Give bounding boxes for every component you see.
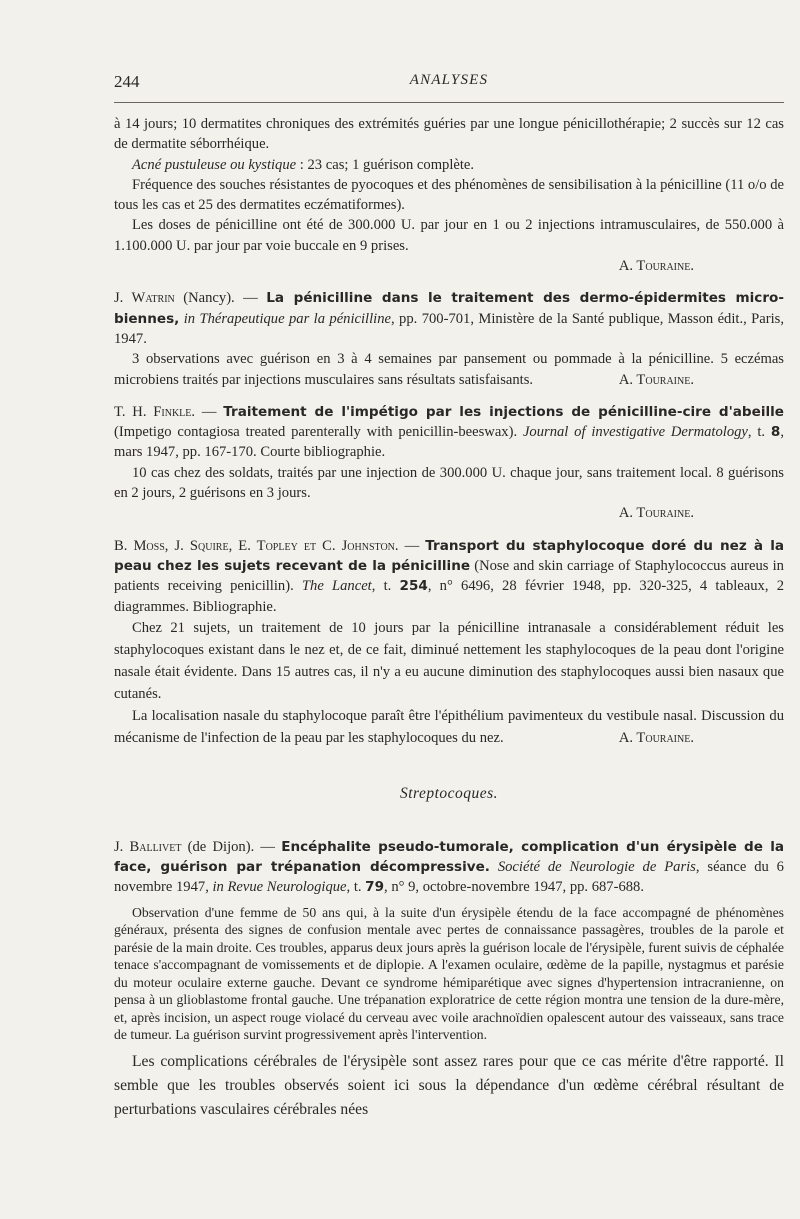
journal-title: The Lancet <box>301 578 372 595</box>
society-name: Société de Neurologie de Paris <box>489 859 696 876</box>
reference-watrin <box>114 288 784 389</box>
source-title: Thérapeutique par la pénicilline <box>199 310 391 327</box>
running-title: ANALYSES <box>409 72 489 88</box>
signature: A. Touraine. <box>618 258 694 275</box>
abstract-text: Observation d'une femme de 50 ans qui, à la suite d'un érysipèle étendu de la face accompagné de phénomènes généraux, présenta des signes de confusion mentale avec pertes de connaissance passagères, troubles de la parole et parésie de la main droite. Ces troubles, apparus deux jours après la guérison locale de l'érysipèle, furent suivis de céphalée tenace s'accompagnant de vomissements et de diplopie. A l'examen oculaire, œdème de la papille, nystagmus et parésie du moteur oculaire externe gauche. Devant ce syndrome hémiparétique avec signes d'hypertension intracranienne, on pensa à un glioblastome frontal gauche. Une trépanation exploratrice de cette région montra une tension de la dure-mère, et, après incision, un aspect rouge violacé du cerveau avec voile arachnoïdien opalescent autour des vaisseaux, sans trace de tumeur. La guérison survint progressivement après l'intervention. <box>114 904 784 1043</box>
reference-citation: T. H. Finkle. — Traitement de l'impétigo par les injections de pénicilline-cire d'abeille (Impetigo contagiosa treated parenterally with penicillin-beeswax). Journal of investigative Dermatology, t. 8, mars 1947, pp. 167-170. Courte bibliographie. <box>114 403 784 461</box>
journal-title: Revue Neurologique <box>227 879 347 896</box>
reference-moss <box>114 536 784 749</box>
continued-abstract <box>114 114 784 276</box>
article-title: Transport du staphylocoque doré du nez à la peau chez les sujets recevant de la pénicilline <box>114 537 784 574</box>
journal-title: Journal of investigative Dermatology <box>522 424 748 441</box>
reference-citation: B. Moss, J. Squire, E. Topley et C. Johnston. — Transport du staphylocoque doré du nez à la peau chez les sujets recevant de la pénicilline (Nose and skin carriage of Staphylococcus aureus in patients receiving penicillin). The Lancet, t. 254, n° 6496, 28 février 1948, pp. 320-325, 4 tableaux, 2 diagrammes. Bibliographie. <box>114 537 784 615</box>
reference-finkle <box>114 402 784 524</box>
abstract-text: Fréquence des souches résistantes de pyocoques et des phénomènes de sensibilisation à la pénicilline (11 o/o de tous les cas et 25 des dermatites eczématiformes). <box>114 176 784 214</box>
acne-text: : 23 cas; 1 guérison complète. <box>296 156 475 173</box>
acne-label: Acné pustuleuse ou kystique <box>132 156 297 173</box>
abstract-text: Chez 21 sujets, un traitement de 10 jours par la pénicilline intranasale a considérablement réduit les staphylocoques existant dans le nez et, de ce fait, diminué nettement les staphylocoques de la peau dont l'origine nasale était évidente. Dans 15 autres cas, il n'y a eu aucune diminution des staphylocoques aussi bien nasaux que cutanés. <box>114 619 784 702</box>
page-number: 244 <box>114 72 140 91</box>
abstract-text: à 14 jours; 10 dermatites chroniques des extrémités guéries par une longue pénicillothérapie; 2 succès sur 12 cas de dermatite séborrhéique. <box>114 116 784 153</box>
signature: A. Touraine. <box>618 505 694 522</box>
reference-citation: J. Watrin (Nancy). — La pénicilline dans le traitement des dermo-épidermites microbiennes, in Thérapeutique par la pénicilline, pp. 700-701, Ministère de la Santé publique, Masson édit., Paris, 1947. <box>114 290 784 347</box>
author: J. Ballivet <box>114 838 182 855</box>
signature: A. Touraine. <box>618 371 694 388</box>
page-body <box>114 114 784 1122</box>
abstract-text: 3 observations avec guérison en 3 à 4 semaines par pansement ou pommade à la pénicilline. 5 eczémas microbiens traités par injections musculaires sans résultats satisfaisants. A. Touraine. <box>114 349 784 390</box>
authors: B. Moss, J. Squire, E. Topley et C. Johnston <box>114 537 395 554</box>
abstract-text: Les doses de pénicilline ont été de 300.000 U. par jour en 1 ou 2 injections intramusculaires, de 550.000 à 1.100.000 U. par jour par voie buccale en 9 prises. <box>114 217 784 254</box>
acne-line <box>114 155 784 175</box>
author: J. Watrin <box>114 290 175 307</box>
abstract-text: La localisation nasale du staphylocoque paraît être l'épithélium pavimenteux du vestibule nasal. Discussion du mécanisme de l'infection de la peau par les staphylocoques du nez. A. Touraine. <box>114 705 784 749</box>
article-title: Encéphalite pseudo-tumorale, complication d'un érysipèle de la face, guérison par trépanation décompressive. <box>114 838 785 876</box>
signature: A. Touraine. <box>618 729 694 746</box>
comment-text: Les complications cérébrales de l'érysipèle sont assez rares pour que ce cas mérite d'être rapporté. Il semble que les troubles observés soient ici sous la dépendance d'un œdème cérébral résultant de perturbations vasculaires cérébrales nées <box>114 1052 784 1118</box>
author: T. H. Finkle <box>114 403 192 420</box>
volume: 8 <box>770 424 781 441</box>
header-rule <box>114 102 784 103</box>
article-title: Traitement de l'impétigo par les injections de pénicilline-cire d'abeille <box>223 403 784 420</box>
section-heading: Streptocoques. <box>399 784 499 802</box>
abstract-text: 10 cas chez des soldats, traités par une injection de 300.000 U. chaque jour, sans traitement local. 8 guérisons en 2 jours, 2 guérisons en 3 jours. <box>114 464 784 502</box>
article-title: La pénicilline dans le traitement des dermo-épidermites microbiennes, <box>114 290 784 327</box>
volume: 79 <box>365 879 385 896</box>
reference-ballivet <box>114 837 784 1122</box>
page-header <box>114 72 784 96</box>
reference-citation: J. Ballivet (de Dijon). — Encéphalite pseudo-tumorale, complication d'un érysipèle de la face, guérison par trépanation décompressive. Société de Neurologie de Paris, séance du 6 novembre 1947, in Revue Neurologique, t. 79, n° 9, octobre-novembre 1947, pp. 687-688. <box>114 838 785 896</box>
volume: 254 <box>399 578 428 595</box>
